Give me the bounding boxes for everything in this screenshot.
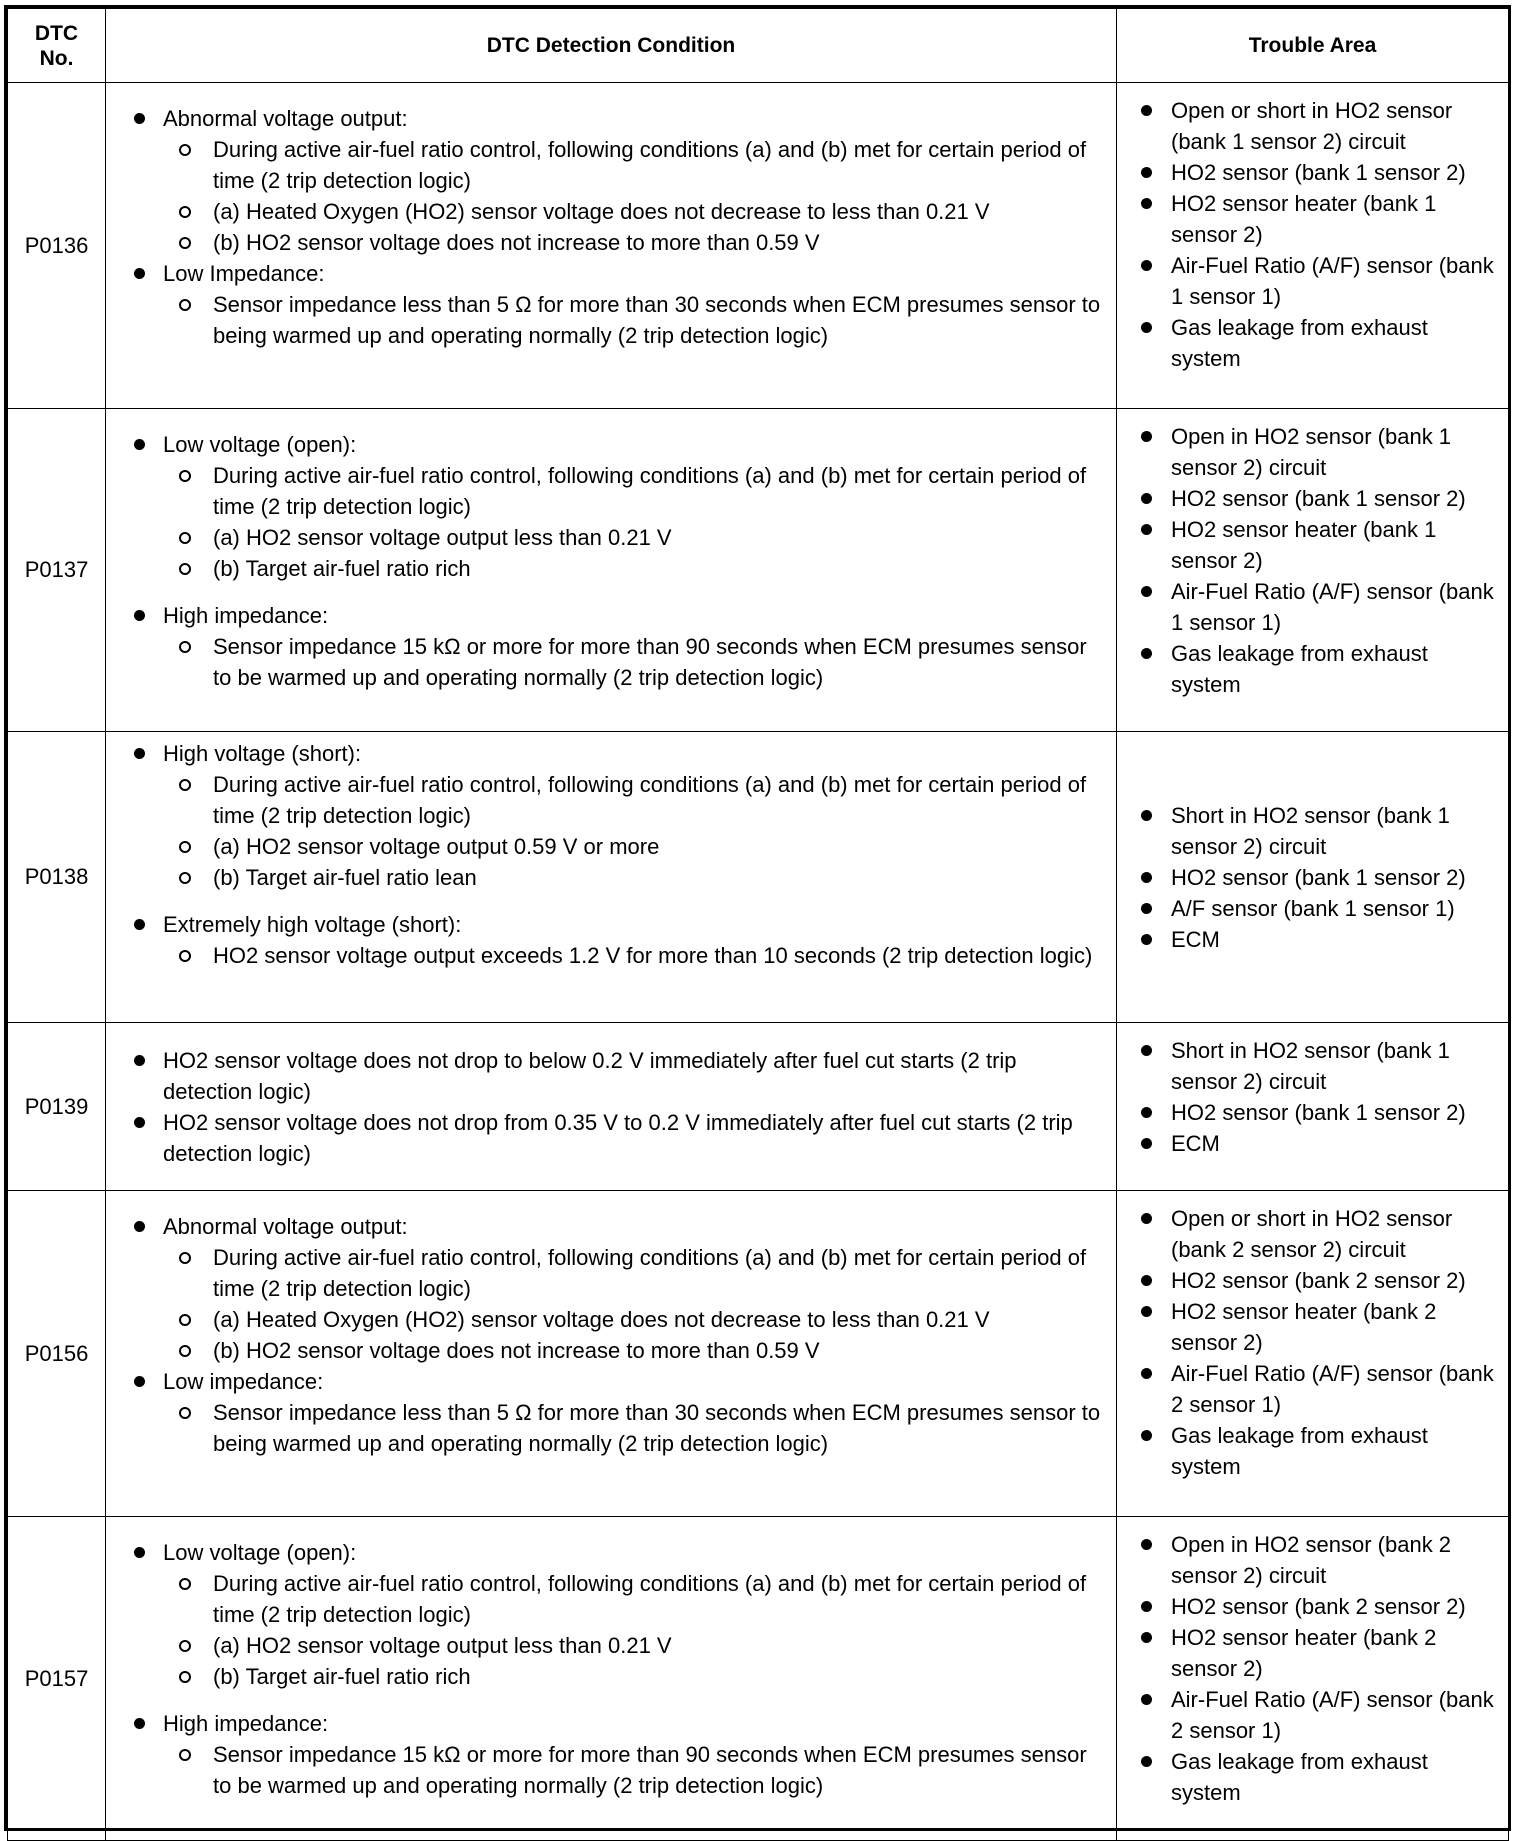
trouble-area-item: Air-Fuel Ratio (A/F) sensor (bank 1 sensor 1) xyxy=(1133,576,1502,638)
trouble-area-item: HO2 sensor heater (bank 1 sensor 2) xyxy=(1133,514,1502,576)
trouble-area-item: HO2 sensor (bank 1 sensor 2) xyxy=(1133,1097,1502,1128)
sub-condition: (a) Heated Oxygen (HO2) sensor voltage does not decrease to less than 0.21 V xyxy=(163,196,1106,227)
dtc-code: P0138 xyxy=(8,732,106,1023)
trouble-area-item: Gas leakage from exhaust system xyxy=(1133,1746,1502,1808)
condition-text: High impedance: xyxy=(163,603,329,628)
header-detection-condition: DTC Detection Condition xyxy=(106,9,1117,83)
sub-condition: (a) HO2 sensor voltage output less than 0.21 V xyxy=(163,1630,1106,1661)
condition-text: Low voltage (open): xyxy=(163,1540,357,1565)
condition-text: Low voltage (open): xyxy=(163,432,357,457)
trouble-area-item: HO2 sensor (bank 2 sensor 2) xyxy=(1133,1591,1502,1622)
detection-condition xyxy=(106,1191,1117,1517)
header-dtc-no: DTC No. xyxy=(8,9,106,83)
sub-condition: (b) HO2 sensor voltage does not increase to more than 0.59 V xyxy=(163,227,1106,258)
trouble-area-item: Gas leakage from exhaust system xyxy=(1133,1420,1502,1482)
sub-condition: Sensor impedance less than 5 Ω for more than 30 seconds when ECM presumes sensor to being warmed up and operating normally (2 trip detection logic) xyxy=(163,1397,1106,1459)
condition-text: HO2 sensor voltage does not drop to below 0.2 V immediately after fuel cut starts (2 trip detection logic) xyxy=(163,1048,1017,1104)
dtc-table xyxy=(7,8,1509,1841)
sub-condition: During active air-fuel ratio control, following conditions (a) and (b) met for certain period of time (2 trip detection logic) xyxy=(163,460,1106,522)
condition-item xyxy=(126,429,1106,584)
sub-condition: (a) HO2 sensor voltage output less than 0.21 V xyxy=(163,522,1106,553)
dtc-code: P0139 xyxy=(8,1023,106,1191)
condition-text: High voltage (short): xyxy=(163,741,362,766)
header-trouble-area: Trouble Area xyxy=(1117,9,1509,83)
sub-condition: During active air-fuel ratio control, following conditions (a) and (b) met for certain period of time (2 trip detection logic) xyxy=(163,1242,1106,1304)
trouble-area xyxy=(1117,1191,1509,1517)
condition-text: HO2 sensor voltage does not drop from 0.35 V to 0.2 V immediately after fuel cut starts (2 trip detection logic) xyxy=(163,1110,1073,1166)
trouble-area-item: HO2 sensor heater (bank 2 sensor 2) xyxy=(1133,1296,1502,1358)
trouble-area-item: A/F sensor (bank 1 sensor 1) xyxy=(1133,893,1502,924)
trouble-area xyxy=(1117,409,1509,732)
dtc-code: P0156 xyxy=(8,1191,106,1517)
detection-condition xyxy=(106,409,1117,732)
table-row xyxy=(8,1191,1509,1517)
detection-condition xyxy=(106,732,1117,1023)
sub-condition: (b) Target air-fuel ratio rich xyxy=(163,553,1106,584)
table-row xyxy=(8,1517,1509,1841)
trouble-area-item: HO2 sensor (bank 1 sensor 2) xyxy=(1133,862,1502,893)
condition-item xyxy=(126,600,1106,693)
table-header-row xyxy=(8,9,1509,83)
condition-item xyxy=(126,1708,1106,1801)
condition-item xyxy=(126,1211,1106,1366)
trouble-area-item: Gas leakage from exhaust system xyxy=(1133,638,1502,700)
sub-condition: (b) Target air-fuel ratio lean xyxy=(163,862,1106,893)
sub-condition: During active air-fuel ratio control, following conditions (a) and (b) met for certain period of time (2 trip detection logic) xyxy=(163,769,1106,831)
trouble-area-item: Open or short in HO2 sensor (bank 2 sensor 2) circuit xyxy=(1133,1203,1502,1265)
detection-condition xyxy=(106,1023,1117,1191)
sub-condition: HO2 sensor voltage output exceeds 1.2 V for more than 10 seconds (2 trip detection logic) xyxy=(163,940,1106,971)
condition-item xyxy=(126,258,1106,351)
dtc-code: P0137 xyxy=(8,409,106,732)
sub-condition: Sensor impedance less than 5 Ω for more than 30 seconds when ECM presumes sensor to being warmed up and operating normally (2 trip detection logic) xyxy=(163,289,1106,351)
trouble-area xyxy=(1117,83,1509,409)
sub-condition: During active air-fuel ratio control, following conditions (a) and (b) met for certain period of time (2 trip detection logic) xyxy=(163,1568,1106,1630)
condition-item xyxy=(126,1107,1106,1169)
dtc-table-frame xyxy=(4,5,1511,1831)
trouble-area xyxy=(1117,1023,1509,1191)
sub-condition: Sensor impedance 15 kΩ or more for more than 90 seconds when ECM presumes sensor to be warmed up and operating normally (2 trip detection logic) xyxy=(163,1739,1106,1801)
trouble-area-item: ECM xyxy=(1133,924,1502,955)
dtc-code: P0136 xyxy=(8,83,106,409)
trouble-area-item: Open or short in HO2 sensor (bank 1 sensor 2) circuit xyxy=(1133,95,1502,157)
sub-condition: (b) Target air-fuel ratio rich xyxy=(163,1661,1106,1692)
trouble-area-item: Air-Fuel Ratio (A/F) sensor (bank 1 sensor 1) xyxy=(1133,250,1502,312)
sub-condition: (a) HO2 sensor voltage output 0.59 V or more xyxy=(163,831,1106,862)
trouble-area xyxy=(1117,1517,1509,1841)
condition-item xyxy=(126,1366,1106,1459)
detection-condition xyxy=(106,1517,1117,1841)
sub-condition: Sensor impedance 15 kΩ or more for more than 90 seconds when ECM presumes sensor to be warmed up and operating normally (2 trip detection logic) xyxy=(163,631,1106,693)
trouble-area-item: HO2 sensor (bank 2 sensor 2) xyxy=(1133,1265,1502,1296)
condition-text: Abnormal voltage output: xyxy=(163,106,408,131)
table-row xyxy=(8,1023,1509,1191)
condition-item xyxy=(126,909,1106,971)
condition-text: Abnormal voltage output: xyxy=(163,1214,408,1239)
sub-condition: (a) Heated Oxygen (HO2) sensor voltage does not decrease to less than 0.21 V xyxy=(163,1304,1106,1335)
trouble-area-item: Short in HO2 sensor (bank 1 sensor 2) circuit xyxy=(1133,1035,1502,1097)
detection-condition xyxy=(106,83,1117,409)
table-row xyxy=(8,409,1509,732)
trouble-area-item: Short in HO2 sensor (bank 1 sensor 2) circuit xyxy=(1133,800,1502,862)
trouble-area-item: Gas leakage from exhaust system xyxy=(1133,312,1502,374)
table-row xyxy=(8,732,1509,1023)
condition-item xyxy=(126,738,1106,893)
trouble-area-item: ECM xyxy=(1133,1128,1502,1159)
trouble-area-item: Open in HO2 sensor (bank 2 sensor 2) circuit xyxy=(1133,1529,1502,1591)
trouble-area xyxy=(1117,732,1509,1023)
trouble-area-item: Air-Fuel Ratio (A/F) sensor (bank 2 sensor 1) xyxy=(1133,1358,1502,1420)
condition-text: High impedance: xyxy=(163,1711,329,1736)
condition-item xyxy=(126,103,1106,258)
dtc-code: P0157 xyxy=(8,1517,106,1841)
sub-condition: (b) HO2 sensor voltage does not increase to more than 0.59 V xyxy=(163,1335,1106,1366)
table-row xyxy=(8,83,1509,409)
trouble-area-item: HO2 sensor (bank 1 sensor 2) xyxy=(1133,157,1502,188)
trouble-area-item: Air-Fuel Ratio (A/F) sensor (bank 2 sensor 1) xyxy=(1133,1684,1502,1746)
trouble-area-item: HO2 sensor heater (bank 2 sensor 2) xyxy=(1133,1622,1502,1684)
condition-item xyxy=(126,1045,1106,1107)
condition-text: Low impedance: xyxy=(163,1369,324,1394)
trouble-area-item: HO2 sensor (bank 1 sensor 2) xyxy=(1133,483,1502,514)
trouble-area-item: Open in HO2 sensor (bank 1 sensor 2) circuit xyxy=(1133,421,1502,483)
condition-text: Extremely high voltage (short): xyxy=(163,912,462,937)
condition-item xyxy=(126,1537,1106,1692)
condition-text: Low Impedance: xyxy=(163,261,325,286)
trouble-area-item: HO2 sensor heater (bank 1 sensor 2) xyxy=(1133,188,1502,250)
sub-condition: During active air-fuel ratio control, following conditions (a) and (b) met for certain period of time (2 trip detection logic) xyxy=(163,134,1106,196)
